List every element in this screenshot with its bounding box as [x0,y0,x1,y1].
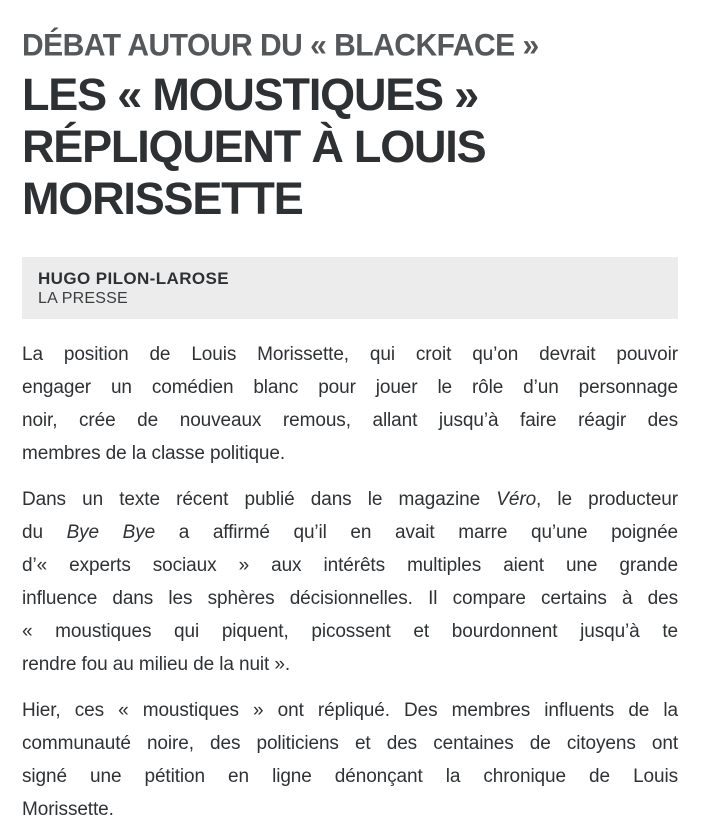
byline-author: HUGO PILON-LAROSE [38,269,229,288]
byline-card [22,257,678,319]
article-headline [22,69,678,225]
paragraph-line [22,516,678,549]
paragraph-line: La position de Louis Morissette, qui croit qu’on devrait pouvoir [22,344,678,365]
article-paragraph-2 [22,483,678,681]
paragraph-line: Hier, ces « moustiques » ont répliqué. Des membres influents de la [22,700,678,721]
paragraph-line [22,483,678,516]
article-body [22,338,678,826]
article-paragraph-3 [22,694,678,826]
magazine-title-italic: Véro [496,489,537,510]
line-text: a affirmé qu’il en avait marre qu’une poignée [155,522,678,543]
line-text: , le producteur [536,489,678,510]
paragraph-line: « moustiques qui piquent, picossent et bourdonnent jusqu’à te [22,621,678,642]
headline-line-1: LES « MOUSTIQUES » [22,69,478,120]
paragraph-line: Morissette. [22,799,114,820]
headline-line-3: MORISSETTE [22,173,303,224]
paragraph-line: noir, crée de nouveaux remous, allant jusqu’à faire réagir des [22,410,678,431]
paragraph-line: d’« experts sociaux » aux intérêts multiples aient une grande [22,555,678,576]
paragraph-line: signé une pétition en ligne dénonçant la chronique de Louis [22,766,678,787]
paragraph-line: influence dans les sphères décisionnelles. Il compare certains à des [22,588,678,609]
byline-source: LA PRESSE [38,290,128,307]
article-kicker: DÉBAT AUTOUR DU « BLACKFACE » [22,28,539,63]
article-paragraph-1 [22,338,678,470]
paragraph-line: communauté noire, des politiciens et des centaines de citoyens ont [22,733,678,754]
paragraph-line: rendre fou au milieu de la nuit ». [22,654,291,675]
show-title-italic: Bye Bye [66,522,156,543]
paragraph-line: engager un comédien blanc pour jouer le rôle d’un personnage [22,377,678,398]
line-text: du [22,522,67,543]
line-text: Dans un texte récent publié dans le magazine [22,489,497,510]
headline-line-2: RÉPLIQUENT À LOUIS [22,121,486,172]
paragraph-line: membres de la classe politique. [22,443,286,464]
